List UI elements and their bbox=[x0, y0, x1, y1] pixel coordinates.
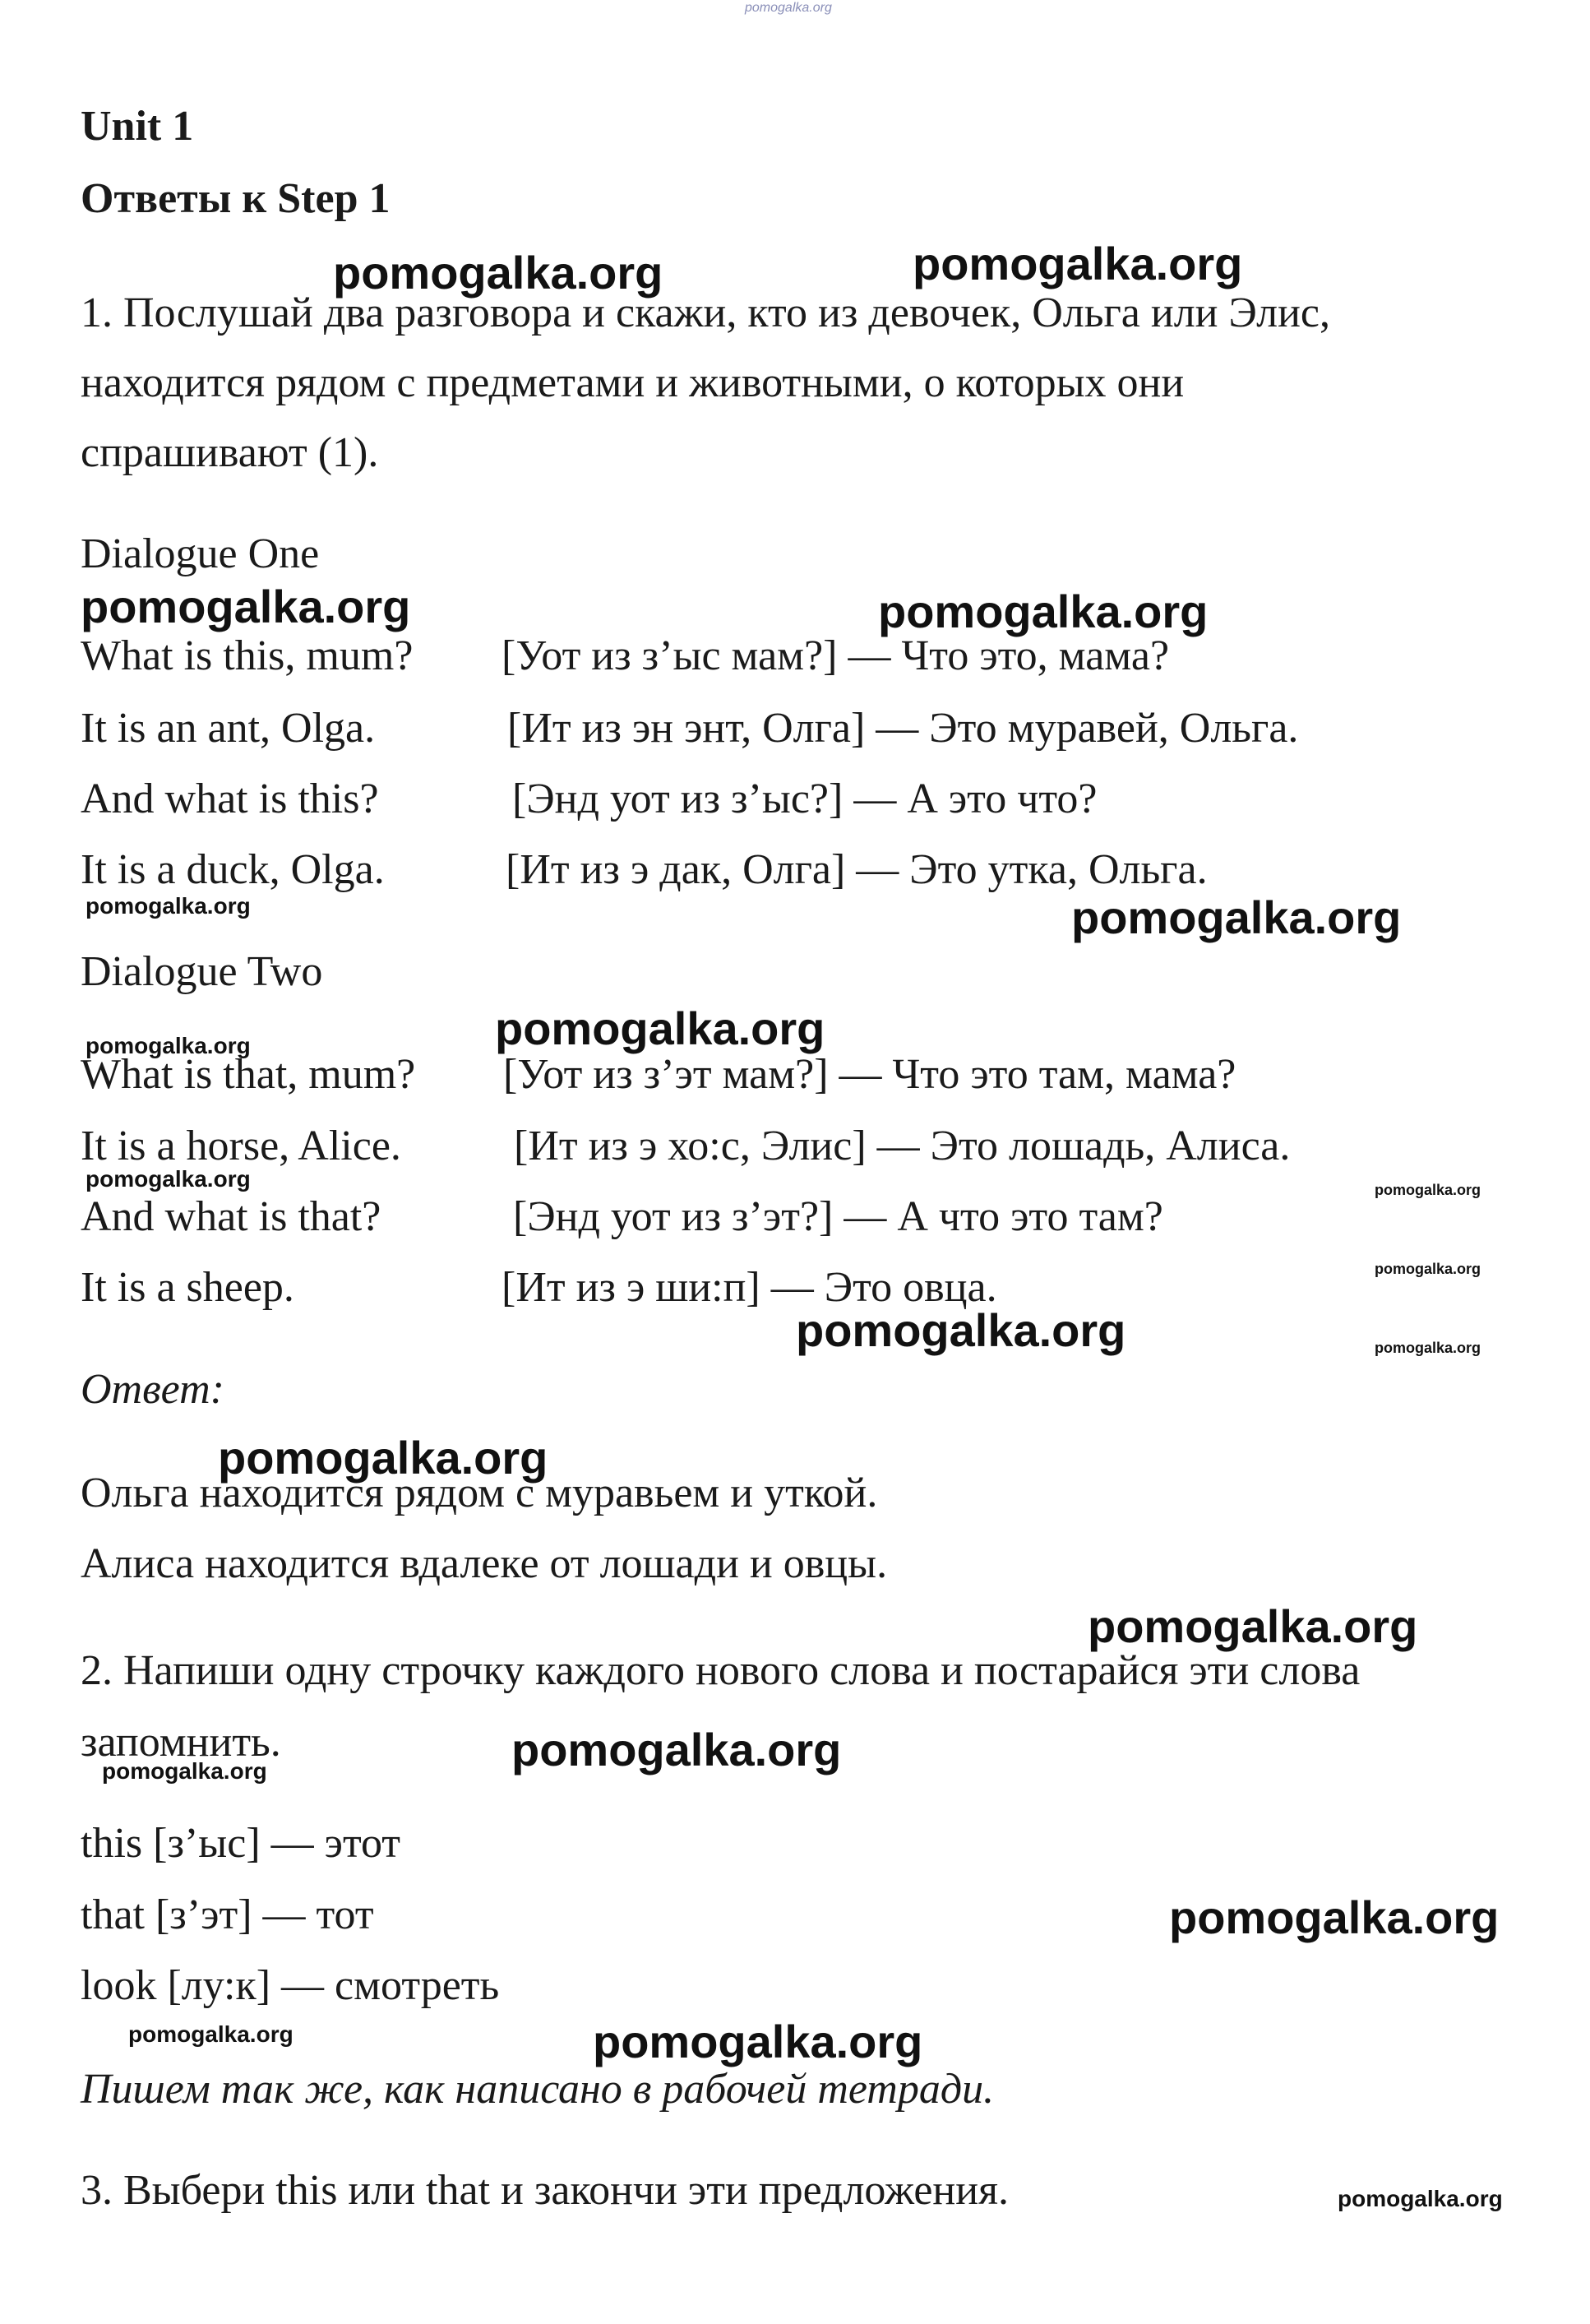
dialogue-one-title: Dialogue One bbox=[81, 530, 320, 577]
note-italic: Пишем так же, как написано в рабочей тетради. bbox=[81, 2066, 995, 2113]
watermark: pomogalka.org bbox=[128, 2021, 294, 2047]
watermark: pomogalka.org bbox=[1338, 2186, 1503, 2211]
dialogue-two-row-en: And what is that? bbox=[81, 1193, 381, 1240]
vocab-item: this [з’ыс] — этот bbox=[81, 1820, 401, 1867]
watermark: pomogalka.org bbox=[913, 238, 1243, 289]
dialogue-one-row-en: What is this, mum? bbox=[81, 632, 414, 679]
dialogue-two-row-tr: [Ит из э ши:п] — Это овца. bbox=[501, 1264, 997, 1311]
task2-line1: 2. Напиши одну строчку каждого нового слова и постарайся эти слова bbox=[81, 1647, 1361, 1694]
watermark: pomogalka.org bbox=[511, 1724, 842, 1775]
task3-text: 3. Выбери this или that и закончи эти предложения. bbox=[81, 2167, 1009, 2214]
dialogue-one-row-en: It is a duck, Olga. bbox=[81, 846, 385, 893]
task2-line2: запомнить. bbox=[81, 1719, 281, 1766]
watermark: pomogalka.org bbox=[495, 1002, 825, 1054]
watermark: pomogalka.org bbox=[878, 586, 1209, 637]
answer-line-1: Ольга находится рядом с муравьем и уткой. bbox=[81, 1470, 878, 1516]
watermark: pomogalka.org bbox=[86, 893, 251, 919]
watermark: pomogalka.org bbox=[1375, 1182, 1481, 1198]
watermark: pomogalka.org bbox=[1088, 1600, 1418, 1652]
watermark: pomogalka.org bbox=[86, 1033, 251, 1058]
watermark: pomogalka.org bbox=[1375, 1340, 1481, 1356]
task1-line2: находится рядом с предметами и животными, о которых они bbox=[81, 359, 1185, 406]
watermark: pomogalka.org bbox=[1169, 1891, 1500, 1943]
vocab-item: look [лу:к] — смотреть bbox=[81, 1962, 500, 2009]
dialogue-two-row-en: It is a horse, Alice. bbox=[81, 1123, 401, 1169]
dialogue-two-title: Dialogue Two bbox=[81, 948, 323, 995]
dialogue-two-row-en: What is that, mum? bbox=[81, 1051, 416, 1098]
dialogue-one-row-tr: [Энд уот из з’ыс?] — А это что? bbox=[512, 775, 1098, 822]
dialogue-one-row-tr: [Ит из эн энт, Олга] — Это муравей, Ольга. bbox=[507, 705, 1299, 752]
task1-line3: спрашивают (1). bbox=[81, 429, 379, 476]
watermark: pomogalka.org bbox=[593, 2016, 923, 2067]
watermark: pomogalka.org bbox=[81, 581, 411, 632]
dialogue-one-row-tr: [Ит из э дак, Олга] — Это утка, Ольга. bbox=[506, 846, 1208, 893]
dialogue-one-row-en: It is an ant, Olga. bbox=[81, 705, 376, 752]
watermark: pomogalka.org bbox=[796, 1304, 1126, 1356]
task1-line1: 1. Послушай два разговора и скажи, кто из девочек, Ольга или Элис, bbox=[81, 289, 1330, 336]
answer-line-2: Алиса находится вдалеке от лошади и овцы. bbox=[81, 1540, 888, 1587]
answer-label: Ответ: bbox=[81, 1366, 224, 1413]
dialogue-two-row-tr: [Энд уот из з’эт?] — А что это там? bbox=[513, 1193, 1163, 1240]
dialogue-two-row-tr: [Уот из з’эт мам?] — Что это там, мама? bbox=[503, 1051, 1236, 1098]
watermark: pomogalka.org bbox=[218, 1432, 548, 1484]
dialogue-one-row-tr: [Уот из з’ыс мам?] — Что это, мама? bbox=[501, 632, 1170, 679]
watermark: pomogalka.org bbox=[1071, 891, 1402, 943]
watermark: pomogalka.org bbox=[86, 1166, 251, 1192]
watermark: pomogalka.org bbox=[1375, 1261, 1481, 1277]
dialogue-two-row-en: It is a sheep. bbox=[81, 1264, 294, 1311]
unit-title: Unit 1 bbox=[81, 103, 194, 150]
vocab-item: that [з’эт] — тот bbox=[81, 1891, 374, 1938]
watermark: pomogalka.org bbox=[102, 1758, 267, 1784]
watermark: pomogalka.org bbox=[333, 247, 663, 299]
dialogue-one-row-en: And what is this? bbox=[81, 775, 379, 822]
header-watermark: pomogalka.org bbox=[745, 1, 832, 15]
dialogue-two-row-tr: [Ит из э хо:с, Элис] — Это лошадь, Алиса. bbox=[514, 1123, 1291, 1169]
step-title: Ответы к Step 1 bbox=[81, 175, 391, 222]
